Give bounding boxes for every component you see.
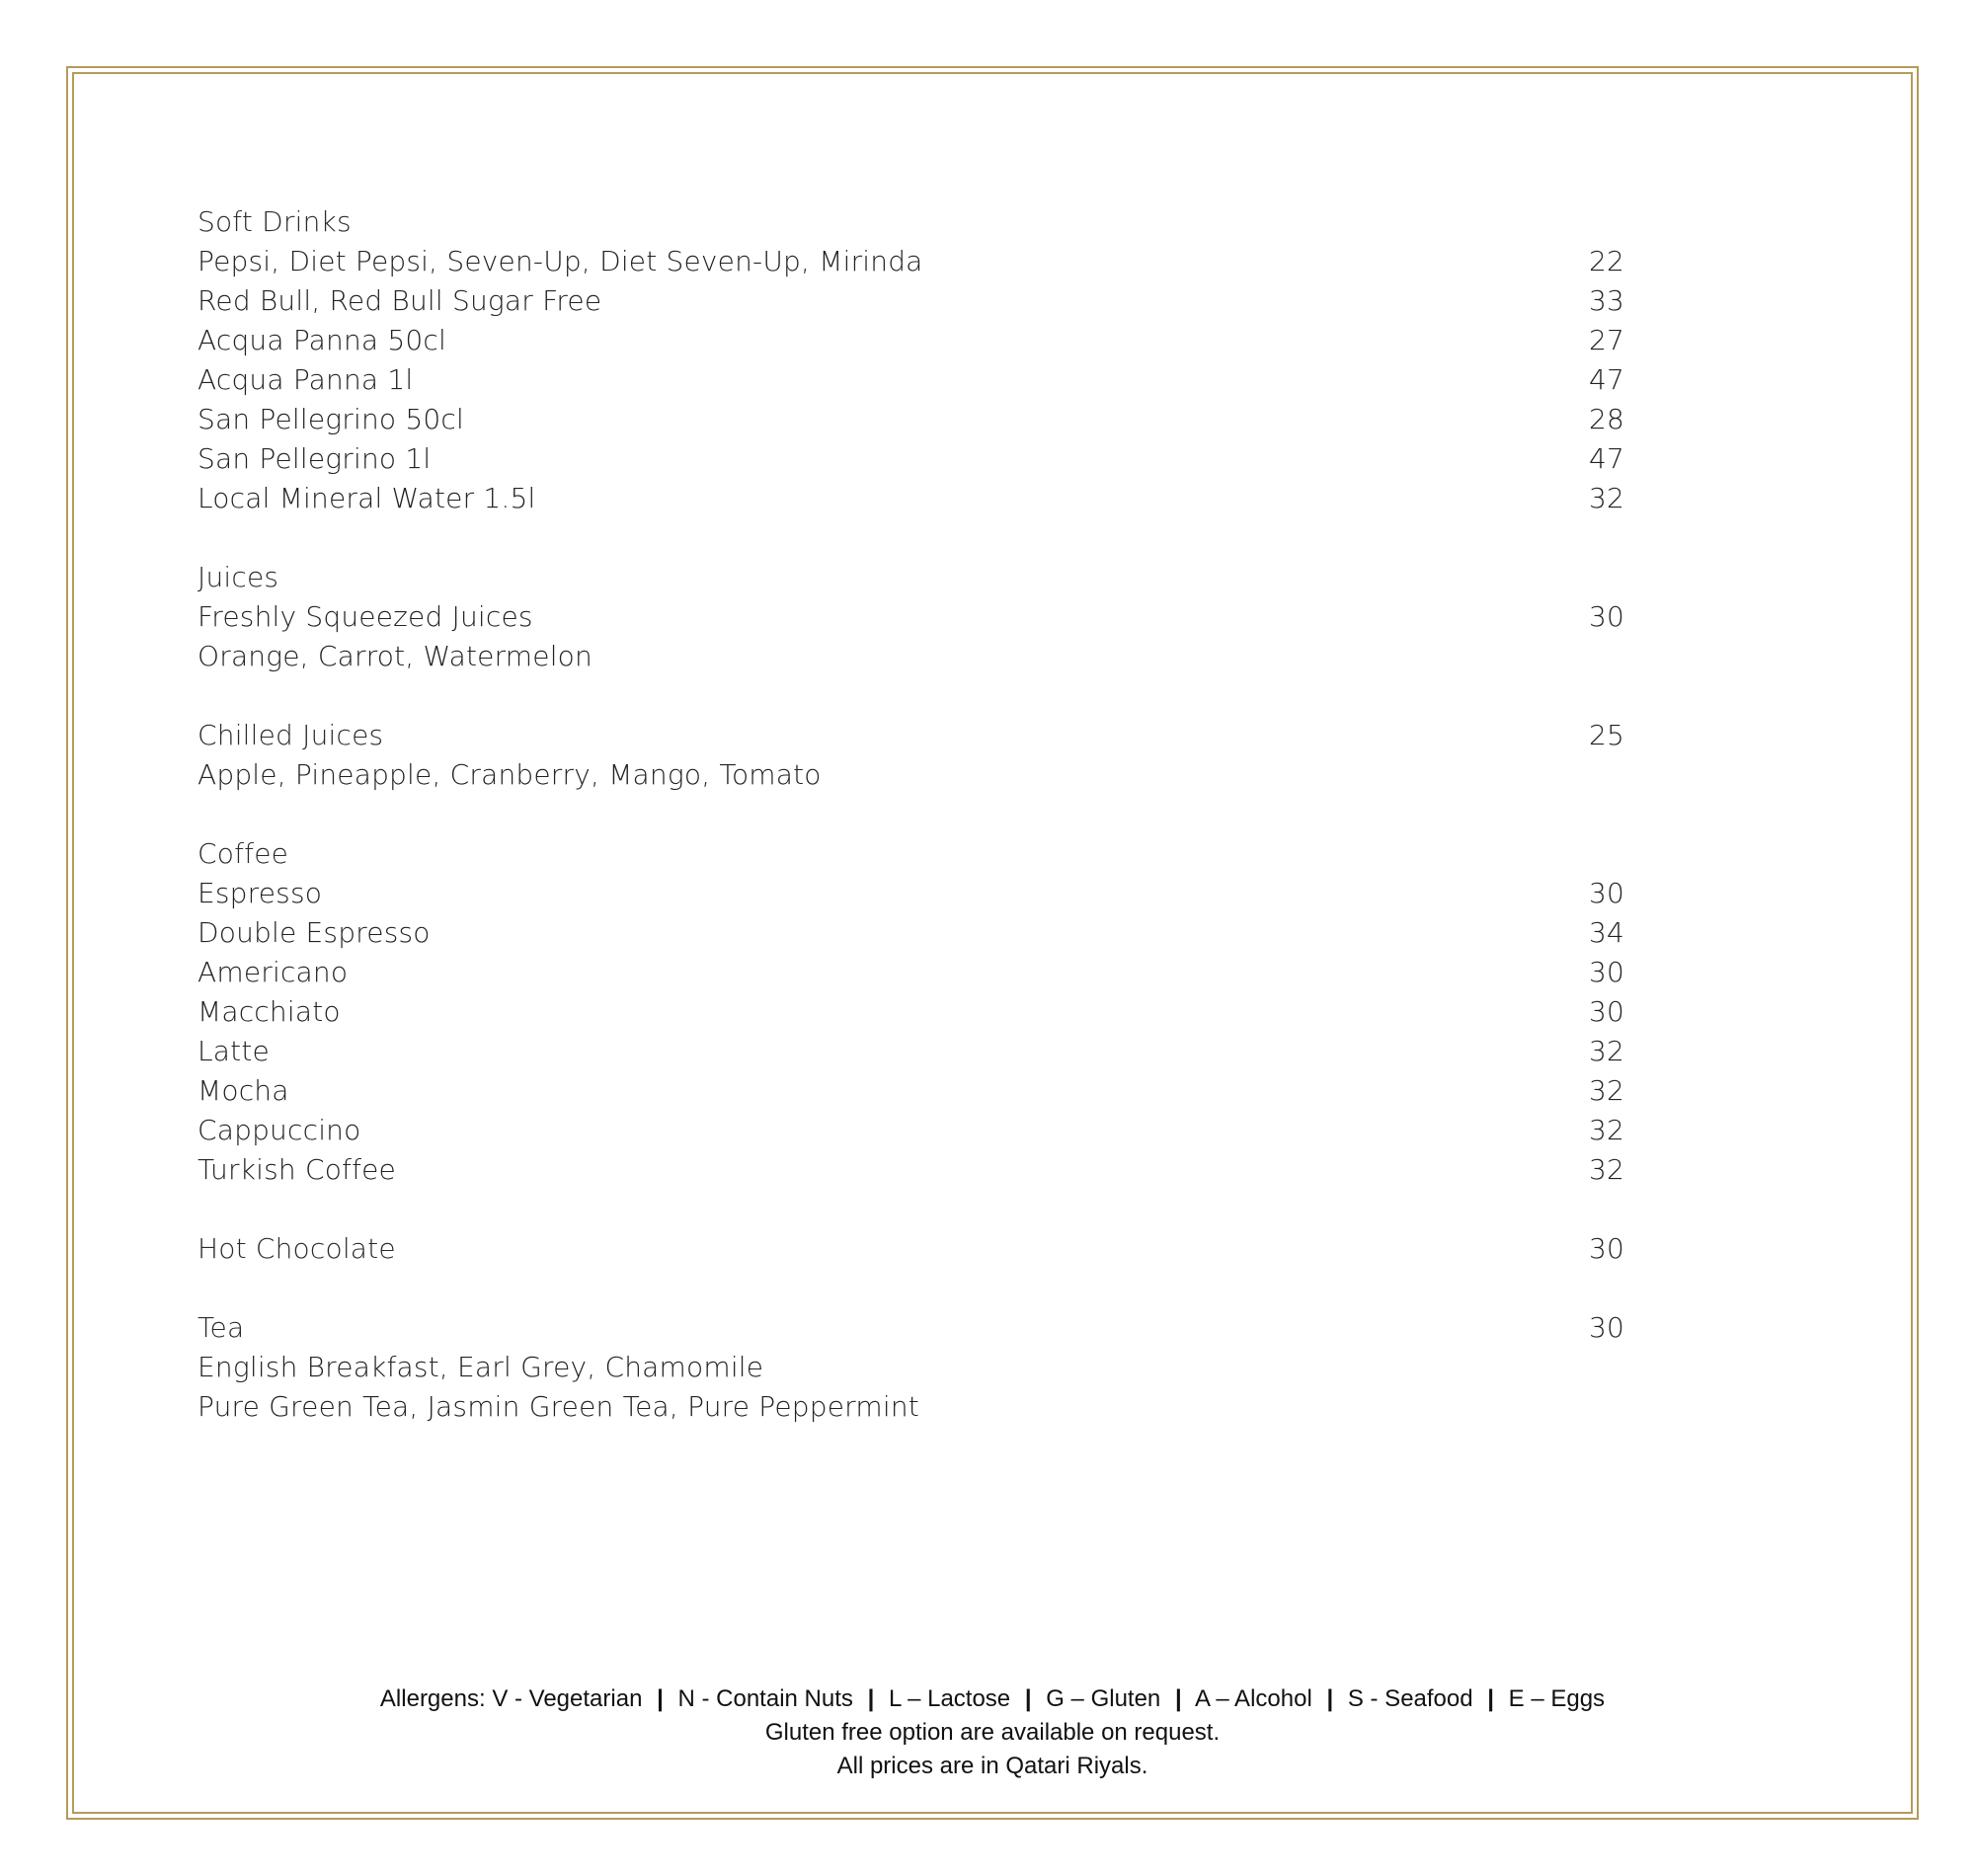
separator: | [1487,1685,1494,1712]
menu-item-description [198,1387,1624,1427]
item-price: 32 [1588,1074,1624,1107]
currency-note: All prices are in Qatari Riyals. [836,1753,1148,1779]
menu-item [198,992,1624,1032]
item-price: 30 [1588,1311,1624,1344]
item-price: 30 [1588,1232,1624,1265]
item-name: Freshly Squeezed Juices [198,600,533,633]
item-price: 27 [1588,324,1624,356]
heading-label: Juices [198,561,279,593]
item-price: 25 [1588,719,1624,751]
item-name: Turkish Coffee [198,1153,396,1186]
menu-item [198,400,1624,439]
menu-item-description [198,637,1624,676]
menu-item [198,913,1624,953]
item-price: 22 [1588,245,1624,277]
item-price: 47 [1588,363,1624,396]
item-name: Americano [198,956,349,988]
section-heading [198,834,1624,874]
item-name: Local Mineral Water 1.5l [198,482,536,514]
item-price: 32 [1588,482,1624,514]
menu-item [198,321,1624,360]
item-price: 30 [1588,600,1624,633]
menu-item [198,360,1624,400]
menu-item [198,1071,1624,1111]
allergen-nuts: N - Contain Nuts [677,1685,853,1712]
item-name: Double Espresso [198,916,431,949]
allergen-vegetarian: Allergens: V - Vegetarian [379,1685,643,1712]
allergen-alcohol: A – Alcohol [1195,1685,1312,1712]
section-heading [198,202,1624,242]
section-heading [198,558,1624,597]
menu-item [198,953,1624,992]
item-name: English Breakfast, Earl Grey, Chamomile [198,1351,764,1383]
item-price: 30 [1588,956,1624,988]
gluten-note: Gluten free option are available on request. [764,1719,1221,1746]
separator: | [1174,1685,1182,1712]
item-name: Cappuccino [198,1114,361,1146]
menu-item [198,874,1624,913]
allergens-line [79,1682,1906,1716]
drinks-menu [198,202,1624,1466]
item-price: 34 [1588,916,1624,949]
menu-item-description [198,1348,1624,1387]
separator: | [1326,1685,1334,1712]
section-chilled-juices [198,716,1624,795]
item-name: Latte [198,1035,270,1067]
allergen-eggs: E – Eggs [1508,1685,1606,1712]
section-heading [198,716,1624,755]
item-price: 47 [1588,442,1624,475]
heading-label: Coffee [198,837,289,870]
heading-label: Soft Drinks [198,205,352,238]
section-coffee [198,834,1624,1190]
section-tea [198,1308,1624,1427]
menu-item [198,1111,1624,1150]
item-name: San Pellegrino 50cl [198,403,464,435]
section-hot-chocolate [198,1229,1624,1269]
item-name: Acqua Panna 50cl [198,324,446,356]
menu-item [198,439,1624,479]
menu-item [198,597,1624,637]
item-name: San Pellegrino 1l [198,442,432,475]
separator: | [657,1685,664,1712]
menu-item [198,479,1624,518]
menu-item [198,242,1624,281]
item-name: Red Bull, Red Bull Sugar Free [198,284,602,317]
item-name: Orange, Carrot, Watermelon [198,640,592,672]
separator: | [867,1685,875,1712]
section-juices [198,558,1624,676]
item-price: 33 [1588,284,1624,317]
allergen-lactose: L – Lactose [888,1685,1011,1712]
item-name: Pure Green Tea, Jasmin Green Tea, Pure Peppermint [198,1390,919,1423]
section-soft-drinks [198,202,1624,518]
item-name: Apple, Pineapple, Cranberry, Mango, Tomato [198,758,822,791]
item-name: Macchiato [198,995,341,1028]
item-price: 32 [1588,1035,1624,1067]
item-name: Acqua Panna 1l [198,363,414,396]
menu-footer [79,1682,1906,1783]
item-price: 30 [1588,877,1624,909]
allergen-gluten: G – Gluten [1046,1685,1161,1712]
menu-item [198,1150,1624,1190]
item-price: 32 [1588,1153,1624,1186]
allergen-seafood: S - Seafood [1347,1685,1473,1712]
separator: | [1024,1685,1032,1712]
item-name: Espresso [198,877,323,909]
item-price: 30 [1588,995,1624,1028]
heading-label: Tea [198,1311,245,1344]
section-heading [198,1308,1624,1348]
menu-item [198,1032,1624,1071]
menu-item-description [198,755,1624,795]
section-heading [198,1229,1624,1269]
item-price: 28 [1588,403,1624,435]
item-name: Pepsi, Diet Pepsi, Seven-Up, Diet Seven-Up, Mirinda [198,245,923,277]
heading-label: Hot Chocolate [198,1232,396,1265]
menu-item [198,281,1624,321]
item-name: Mocha [198,1074,289,1107]
heading-label: Chilled Juices [198,719,384,751]
item-price: 32 [1588,1114,1624,1146]
